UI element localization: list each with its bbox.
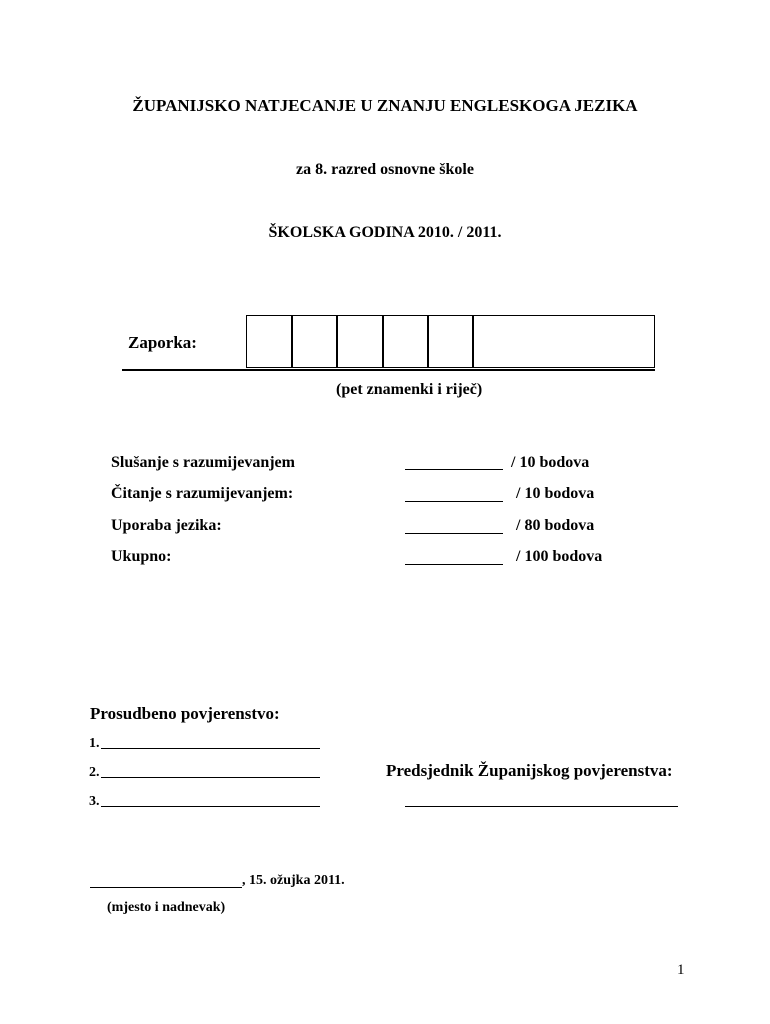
zaporka-digit-box-2[interactable] xyxy=(291,315,338,368)
page-number: 1 xyxy=(677,962,685,978)
president-label: Predsjednik Županijskog povjerenstva: xyxy=(386,761,673,780)
score-max-total: / 100 bodova xyxy=(516,548,603,565)
score-max-listening: / 10 bodova xyxy=(511,454,590,471)
place-date-hint: (mjesto i nadnevak) xyxy=(107,900,226,915)
committee-member-number-1: 1. xyxy=(89,736,100,751)
date-text: , 15. ožujka 2011. xyxy=(242,873,345,888)
zaporka-digit-box-4[interactable] xyxy=(382,315,429,368)
document-title: ŽUPANIJSKO NATJECANJE U ZNANJU ENGLESKOGA JEZIKA xyxy=(132,96,638,115)
committee-member-number-2: 2. xyxy=(89,765,100,780)
score-blank-use-of-language[interactable] xyxy=(405,533,503,534)
committee-member-line-2[interactable] xyxy=(101,777,320,778)
zaporka-baseline xyxy=(122,369,655,371)
committee-member-line-3[interactable] xyxy=(101,806,320,807)
score-max-use-of-language: / 80 bodova xyxy=(516,517,595,534)
score-blank-reading[interactable] xyxy=(405,501,503,502)
score-label-listening: Slušanje s razumijevanjem xyxy=(111,454,295,471)
zaporka-label: Zaporka: xyxy=(128,333,197,352)
committee-member-line-1[interactable] xyxy=(101,748,320,749)
score-max-reading: / 10 bodova xyxy=(516,485,595,502)
zaporka-word-box[interactable] xyxy=(472,315,655,368)
score-label-total: Ukupno: xyxy=(111,548,172,565)
score-label-reading: Čitanje s razumijevanjem: xyxy=(111,485,294,502)
school-year: ŠKOLSKA GODINA 2010. / 2011. xyxy=(268,224,502,241)
zaporka-digit-box-5[interactable] xyxy=(427,315,474,368)
zaporka-hint: (pet znamenki i riječ) xyxy=(336,381,483,398)
president-signature-line[interactable] xyxy=(405,806,678,807)
score-label-use-of-language: Uporaba jezika: xyxy=(111,517,222,534)
score-blank-listening[interactable] xyxy=(405,469,503,470)
committee-member-number-3: 3. xyxy=(89,794,100,809)
zaporka-digit-box-1[interactable] xyxy=(246,315,293,368)
committee-title: Prosudbeno povjerenstvo: xyxy=(90,704,280,723)
score-blank-total[interactable] xyxy=(405,564,503,565)
grade-line: za 8. razred osnovne škole xyxy=(296,161,474,178)
place-line[interactable] xyxy=(90,887,242,888)
zaporka-digit-box-3[interactable] xyxy=(336,315,384,368)
